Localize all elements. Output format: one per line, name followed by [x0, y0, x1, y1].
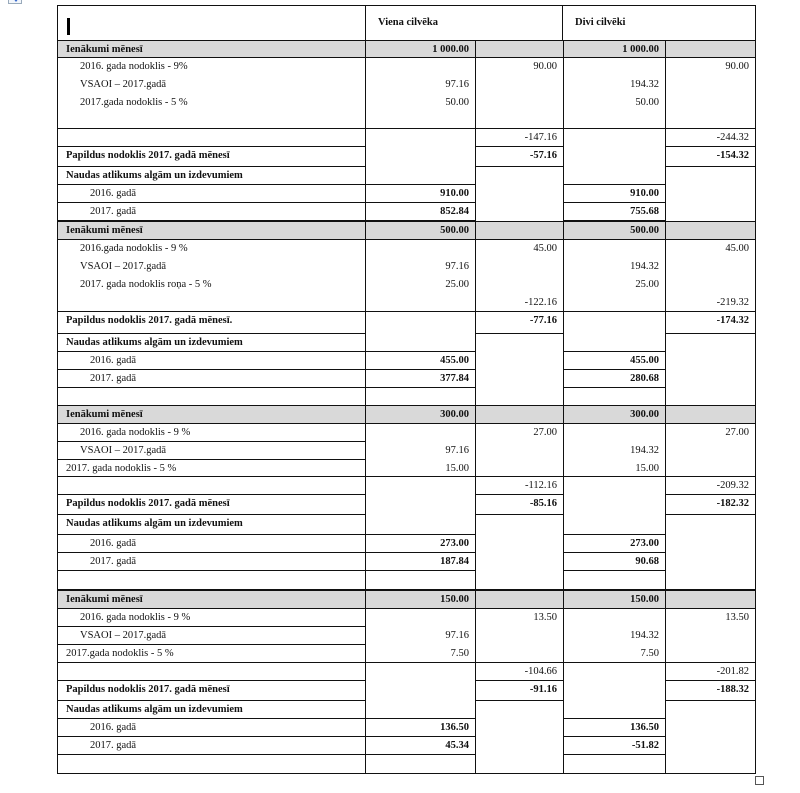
tax-line-label: VSAOI – 2017.gadā	[80, 445, 167, 456]
income-two-blank	[665, 221, 756, 240]
two-merged-blank	[563, 128, 666, 185]
spacer	[476, 276, 557, 294]
blank-row	[563, 387, 666, 407]
one-2016: 273.00	[365, 534, 476, 553]
two-tax-2017: 15.00	[635, 463, 659, 474]
header-one-person: Viena cilvēka	[365, 5, 564, 41]
one-tax-2016: 13.50	[533, 612, 557, 623]
one-merged-blank	[365, 476, 476, 535]
tax-line-label: VSAOI – 2017.gadā	[80, 79, 167, 90]
one-total: -147.16	[475, 128, 564, 147]
one-total: -104.66	[475, 662, 564, 681]
two-tax-2016-cell	[665, 608, 756, 663]
one-tax-values	[365, 57, 476, 129]
year-2017-label: 2017. gadā	[57, 202, 366, 221]
two-extra-tax: -182.32	[665, 494, 756, 515]
two-merged-blank	[563, 476, 666, 535]
tax-line-label: 2017.gada nodoklis - 5 %	[66, 648, 174, 659]
tax-line-0	[57, 423, 366, 442]
one-vsaoi: 97.16	[445, 630, 469, 641]
income-one-blank	[475, 405, 564, 424]
year-2017-label: 2017. gadā	[57, 736, 366, 755]
extra-tax-label: Papildus nodoklis 2017. gadā mēnesī	[57, 146, 366, 167]
one-2017: 45.34	[365, 736, 476, 755]
cash-balance-label: Naudas atlikums algām un izdevumiem	[57, 166, 366, 185]
one-tax-2016: 90.00	[533, 61, 557, 72]
one-col2-merged-blank	[475, 700, 564, 774]
header-label-cell[interactable]	[57, 5, 366, 41]
extra-tax-label: Papildus nodoklis 2017. gadā mēnesī	[57, 494, 366, 515]
two-2017: 755.68	[563, 202, 666, 221]
two-tax-2017: 25.00	[635, 279, 659, 290]
cash-balance-label: Naudas atlikums algām un izdevumiem	[57, 700, 366, 719]
two-tax-2017: 7.50	[640, 648, 659, 659]
spacer	[564, 424, 659, 442]
one-tax-2017: 15.00	[445, 463, 469, 474]
spacer	[366, 240, 469, 258]
one-extra-tax: -85.16	[475, 494, 564, 515]
total-label-blank	[57, 476, 366, 495]
income-label: Ienākumi mēnesī	[57, 590, 366, 609]
table-resize-handle-icon[interactable]	[755, 776, 764, 785]
spacer	[564, 58, 659, 76]
two-col4-merged-blank	[665, 514, 756, 590]
two-vsaoi: 194.32	[630, 261, 659, 272]
income-one-blank	[475, 221, 564, 240]
one-total: -122.16	[524, 297, 557, 308]
two-tax-values	[563, 423, 666, 477]
tax-line-0	[57, 608, 366, 627]
two-col4-merged-blank	[665, 700, 756, 774]
two-vsaoi: 194.32	[630, 79, 659, 90]
income-two: 1 000.00	[563, 40, 666, 58]
income-one: 150.00	[365, 590, 476, 609]
one-col2-merged-blank	[475, 514, 564, 590]
two-vsaoi: 194.32	[630, 630, 659, 641]
tax-line-label: 2016. gada nodoklis - 9 %	[80, 612, 191, 623]
two-2016: 455.00	[563, 351, 666, 370]
one-total: -112.16	[475, 476, 564, 495]
blank-row	[563, 570, 666, 590]
one-tax-values	[365, 608, 476, 663]
spacer	[366, 609, 469, 627]
two-col4-merged-blank	[665, 333, 756, 407]
two-tax-values	[563, 239, 666, 312]
income-two: 500.00	[563, 221, 666, 240]
spacer	[564, 240, 659, 258]
tax-line-label: 2017. gada nodoklis roņa - 5 %	[80, 279, 212, 290]
two-2017: 90.68	[563, 552, 666, 571]
tax-lines	[57, 57, 366, 129]
year-2017-label: 2017. gadā	[57, 552, 366, 571]
total-label-blank	[57, 128, 366, 147]
text-cursor	[67, 18, 70, 35]
two-extra-tax: -188.32	[665, 680, 756, 701]
income-two-blank	[665, 40, 756, 58]
extra-tax-label: Papildus nodoklis 2017. gadā mēnesī	[57, 680, 366, 701]
one-2016: 455.00	[365, 351, 476, 370]
two-2017: -51.82	[563, 736, 666, 755]
two-merged-blank	[563, 311, 666, 352]
income-one: 300.00	[365, 405, 476, 424]
spacer	[476, 258, 557, 276]
blank-row	[365, 387, 476, 407]
one-vsaoi: 97.16	[445, 261, 469, 272]
two-tax-2017: 50.00	[635, 97, 659, 108]
tax-line-1	[57, 441, 366, 460]
one-merged-blank	[365, 128, 476, 185]
one-extra-tax: -57.16	[475, 146, 564, 167]
two-tax-2016: 90.00	[725, 61, 749, 72]
income-one-blank	[475, 590, 564, 609]
year-2017-label: 2017. gadā	[57, 369, 366, 388]
tax-line-label: 2016. gada nodoklis - 9 %	[80, 427, 191, 438]
tax-lines	[57, 239, 366, 312]
blank-row	[57, 387, 366, 407]
one-extra-tax: -77.16	[475, 311, 564, 334]
tax-line-label: 2017.gada nodoklis - 5 %	[80, 97, 188, 108]
two-extra-tax: -174.32	[665, 311, 756, 334]
income-label: Ienākumi mēnesī	[57, 40, 366, 58]
income-one: 500.00	[365, 221, 476, 240]
tax-line-label: 2016.gada nodoklis - 9 %	[80, 243, 188, 254]
one-tax-2017: 25.00	[445, 279, 469, 290]
table-move-handle-icon[interactable]	[8, 0, 22, 4]
total-label-blank	[57, 662, 366, 681]
blank-row	[57, 570, 366, 590]
tax-line-label: VSAOI – 2017.gadā	[80, 630, 167, 641]
cash-balance-label: Naudas atlikums algām un izdevumiem	[57, 514, 366, 535]
one-2017: 187.84	[365, 552, 476, 571]
tax-line-2	[57, 644, 366, 663]
one-merged-blank	[365, 311, 476, 352]
income-two-blank	[665, 405, 756, 424]
header-two-people: Divi cilvēki	[562, 5, 756, 41]
tax-line-label: 2017. gada nodoklis - 5 %	[66, 463, 177, 474]
income-two: 150.00	[563, 590, 666, 609]
two-2016: 273.00	[563, 534, 666, 553]
one-tax-2016: 45.00	[533, 243, 557, 254]
two-total: -201.82	[665, 662, 756, 681]
blank-row	[365, 754, 476, 774]
one-merged-blank	[365, 662, 476, 719]
two-tax-2016: 27.00	[725, 427, 749, 438]
one-tax-2017: 7.50	[450, 648, 469, 659]
spacer	[564, 609, 659, 627]
income-label: Ienākumi mēnesī	[57, 405, 366, 424]
two-total: -244.32	[665, 128, 756, 147]
income-one: 1 000.00	[365, 40, 476, 58]
one-vsaoi: 97.16	[445, 79, 469, 90]
two-2016: 136.50	[563, 718, 666, 737]
two-merged-blank	[563, 662, 666, 719]
one-vsaoi: 97.16	[445, 445, 469, 456]
one-tax-2016-cell	[475, 57, 564, 129]
year-2016-label: 2016. gadā	[57, 184, 366, 203]
blank-row	[563, 754, 666, 774]
two-tax-2016-cell	[665, 239, 756, 312]
tax-line-label: VSAOI – 2017.gadā	[80, 261, 167, 272]
spacer	[366, 424, 469, 442]
blank-row	[365, 570, 476, 590]
two-2016: 910.00	[563, 184, 666, 203]
one-tax-2017: 50.00	[445, 97, 469, 108]
year-2016-label: 2016. gadā	[57, 534, 366, 553]
two-total: -219.32	[716, 297, 749, 308]
one-tax-values	[365, 423, 476, 477]
income-one-blank	[475, 40, 564, 58]
tax-line-1	[57, 626, 366, 645]
blank-row	[57, 754, 366, 774]
one-col2-merged-blank	[475, 333, 564, 407]
one-2017: 852.84	[365, 202, 476, 221]
two-tax-2016: 45.00	[725, 243, 749, 254]
income-two: 300.00	[563, 405, 666, 424]
two-vsaoi: 194.32	[630, 445, 659, 456]
one-tax-2016-cell	[475, 608, 564, 663]
spacer	[366, 58, 469, 76]
one-tax-2016-cell	[475, 239, 564, 312]
two-2017: 280.68	[563, 369, 666, 388]
one-2017: 377.84	[365, 369, 476, 388]
two-tax-2016-cell	[665, 57, 756, 129]
one-tax-values	[365, 239, 476, 312]
one-tax-2016: 27.00	[533, 427, 557, 438]
income-label: Ienākumi mēnesī	[57, 221, 366, 240]
two-tax-2016: 13.50	[725, 612, 749, 623]
extra-tax-label: Papildus nodoklis 2017. gadā mēnesī.	[57, 311, 366, 334]
one-tax-2016-cell	[475, 423, 564, 477]
year-2016-label: 2016. gadā	[57, 718, 366, 737]
two-total: -209.32	[665, 476, 756, 495]
tax-line-label: 2016. gada nodoklis - 9%	[80, 61, 188, 72]
two-tax-values	[563, 57, 666, 129]
two-tax-values	[563, 608, 666, 663]
spacer	[666, 258, 749, 276]
spacer	[666, 276, 749, 294]
two-tax-2016-cell	[665, 423, 756, 477]
one-extra-tax: -91.16	[475, 680, 564, 701]
two-extra-tax: -154.32	[665, 146, 756, 167]
cash-balance-label: Naudas atlikums algām un izdevumiem	[57, 333, 366, 352]
year-2016-label: 2016. gadā	[57, 351, 366, 370]
one-2016: 910.00	[365, 184, 476, 203]
one-2016: 136.50	[365, 718, 476, 737]
income-two-blank	[665, 590, 756, 609]
